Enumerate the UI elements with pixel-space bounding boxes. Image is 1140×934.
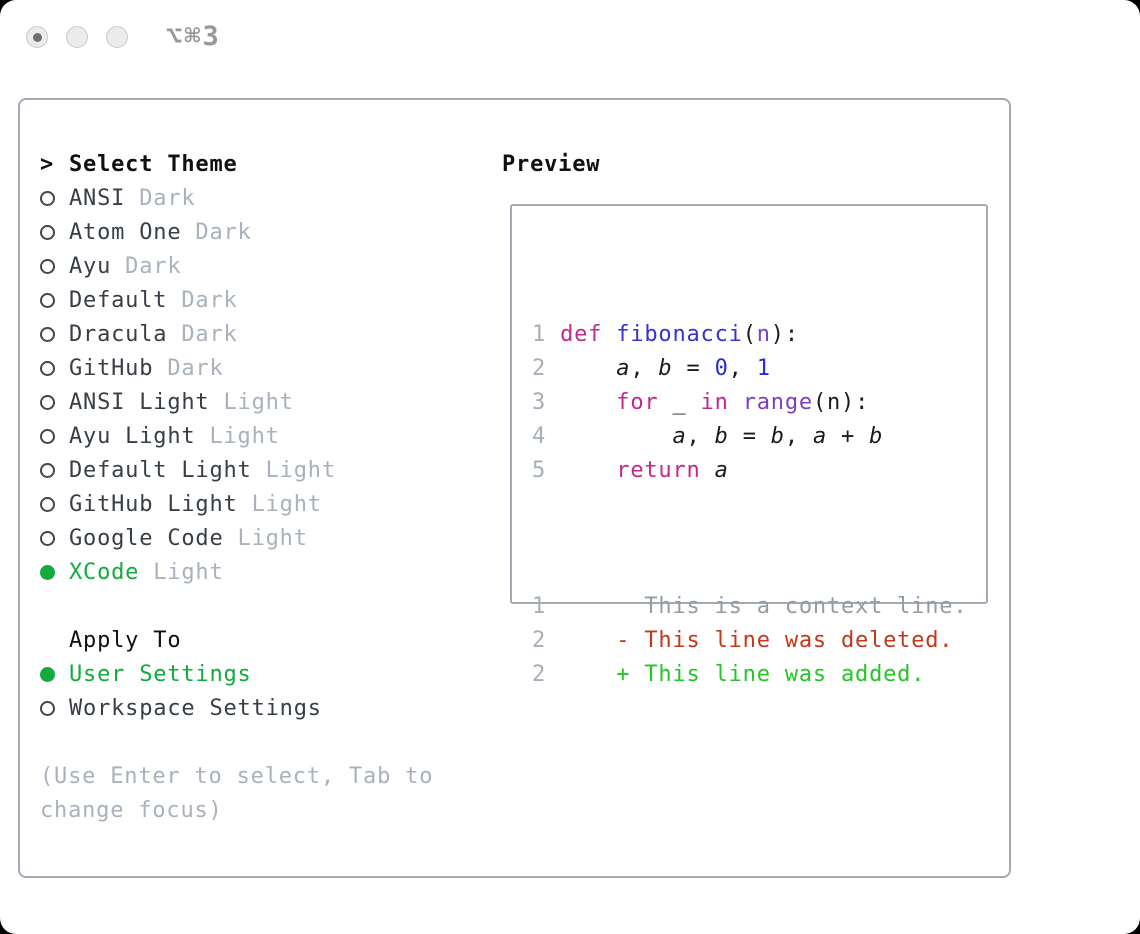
code-line: 1 def fibonacci(n): xyxy=(532,322,799,347)
diff-line: 2 - This line was deleted. xyxy=(532,628,954,653)
spacer xyxy=(40,590,490,624)
radio-unselected-icon xyxy=(40,701,55,716)
apply-option-workspace-settings[interactable] xyxy=(40,692,490,726)
theme-name: Ayu xyxy=(69,254,112,279)
theme-item-ansi-light[interactable] xyxy=(40,386,490,420)
theme-name: Default xyxy=(69,288,168,313)
theme-name: GitHub xyxy=(69,356,154,381)
radio-unselected-icon xyxy=(40,463,55,478)
theme-item-github-light[interactable] xyxy=(40,488,490,522)
line-number: 1 xyxy=(532,594,561,619)
theme-name: ANSI Light xyxy=(69,390,210,415)
radio-unselected-icon xyxy=(40,429,55,444)
theme-variant-badge: Dark xyxy=(125,186,196,211)
theme-variant-badge: Light xyxy=(209,390,294,415)
radio-unselected-icon xyxy=(40,497,55,512)
theme-name: Dracula xyxy=(69,322,168,347)
code-line: 5 return a xyxy=(532,458,729,483)
line-number: 2 xyxy=(532,662,561,687)
theme-item-ayu[interactable] xyxy=(40,250,490,284)
code-line: 3 for _ in range(n): xyxy=(532,390,870,415)
theme-item-ayu-light[interactable] xyxy=(40,420,490,454)
zoom-button[interactable] xyxy=(106,26,128,48)
radio-selected-icon xyxy=(40,667,55,682)
diff-line: 2 + This line was added. xyxy=(532,662,926,687)
preview-title: Preview xyxy=(502,152,601,177)
theme-name: GitHub Light xyxy=(69,492,238,517)
theme-item-dracula[interactable] xyxy=(40,318,490,352)
diff-line: 1 This is a context line. xyxy=(532,594,968,619)
theme-name: Default Light xyxy=(69,458,252,483)
theme-list xyxy=(40,148,490,828)
theme-variant-badge: Light xyxy=(237,492,322,517)
line-number: 4 xyxy=(532,424,561,449)
keyboard-shortcut-label: ⌥⌘3 xyxy=(166,21,221,52)
line-number: 3 xyxy=(532,390,561,415)
apply-option-label: Workspace Settings xyxy=(69,696,322,721)
radio-unselected-icon xyxy=(40,259,55,274)
theme-variant-badge: Light xyxy=(139,560,224,585)
theme-variant-badge: Light xyxy=(223,526,308,551)
line-number: 2 xyxy=(532,628,561,653)
radio-unselected-icon xyxy=(40,191,55,206)
code-line: 4 a, b = b, a + b xyxy=(532,424,884,449)
select-theme-title: Select Theme xyxy=(69,152,238,177)
theme-name: Google Code xyxy=(69,526,224,551)
radio-unselected-icon xyxy=(40,327,55,342)
line-number: 2 xyxy=(532,356,561,381)
theme-item-google-code[interactable] xyxy=(40,522,490,556)
apply-to-header xyxy=(40,624,490,658)
theme-variant-badge: Dark xyxy=(181,220,252,245)
radio-selected-icon xyxy=(40,565,55,580)
diff-preview xyxy=(532,590,986,692)
theme-variant-badge: Dark xyxy=(167,322,238,347)
active-window-dot-icon xyxy=(33,33,42,42)
line-number: 1 xyxy=(532,322,561,347)
theme-name: Ayu Light xyxy=(69,424,196,449)
help-text-line-1: (Use Enter to select, Tab to xyxy=(40,764,434,789)
theme-variant-badge: Light xyxy=(251,458,336,483)
line-number: 5 xyxy=(532,458,561,483)
apply-option-user-settings[interactable] xyxy=(40,658,490,692)
theme-variant-badge: Dark xyxy=(167,288,238,313)
close-button[interactable] xyxy=(26,26,48,48)
theme-name: ANSI xyxy=(69,186,126,211)
radio-unselected-icon xyxy=(40,531,55,546)
minimize-button[interactable] xyxy=(66,26,88,48)
theme-picker-panel xyxy=(18,98,1011,878)
apply-to-title: Apply To xyxy=(69,628,182,653)
theme-variant-badge: Dark xyxy=(153,356,224,381)
theme-item-default[interactable] xyxy=(40,284,490,318)
help-text-line-2: change focus) xyxy=(40,798,223,823)
theme-name: Atom One xyxy=(69,220,182,245)
radio-unselected-icon xyxy=(40,293,55,308)
title-bar xyxy=(0,0,1140,70)
preview-pane xyxy=(510,204,988,687)
prompt-icon: > xyxy=(40,152,55,177)
spacer xyxy=(40,726,490,760)
radio-unselected-icon xyxy=(40,225,55,240)
theme-item-xcode[interactable] xyxy=(40,556,490,590)
theme-variant-badge: Light xyxy=(195,424,280,449)
theme-item-ansi[interactable] xyxy=(40,182,490,216)
theme-item-atom-one[interactable] xyxy=(40,216,490,250)
theme-variant-badge: Dark xyxy=(111,254,182,279)
theme-name: XCode xyxy=(69,560,140,585)
theme-item-github[interactable] xyxy=(40,352,490,386)
radio-unselected-icon xyxy=(40,361,55,376)
radio-unselected-icon xyxy=(40,395,55,410)
theme-item-default-light[interactable] xyxy=(40,454,490,488)
code-line: 2 a, b = 0, 1 xyxy=(532,356,771,381)
select-theme-header xyxy=(40,148,490,182)
apply-option-label: User Settings xyxy=(69,662,252,687)
code-preview xyxy=(532,318,986,488)
